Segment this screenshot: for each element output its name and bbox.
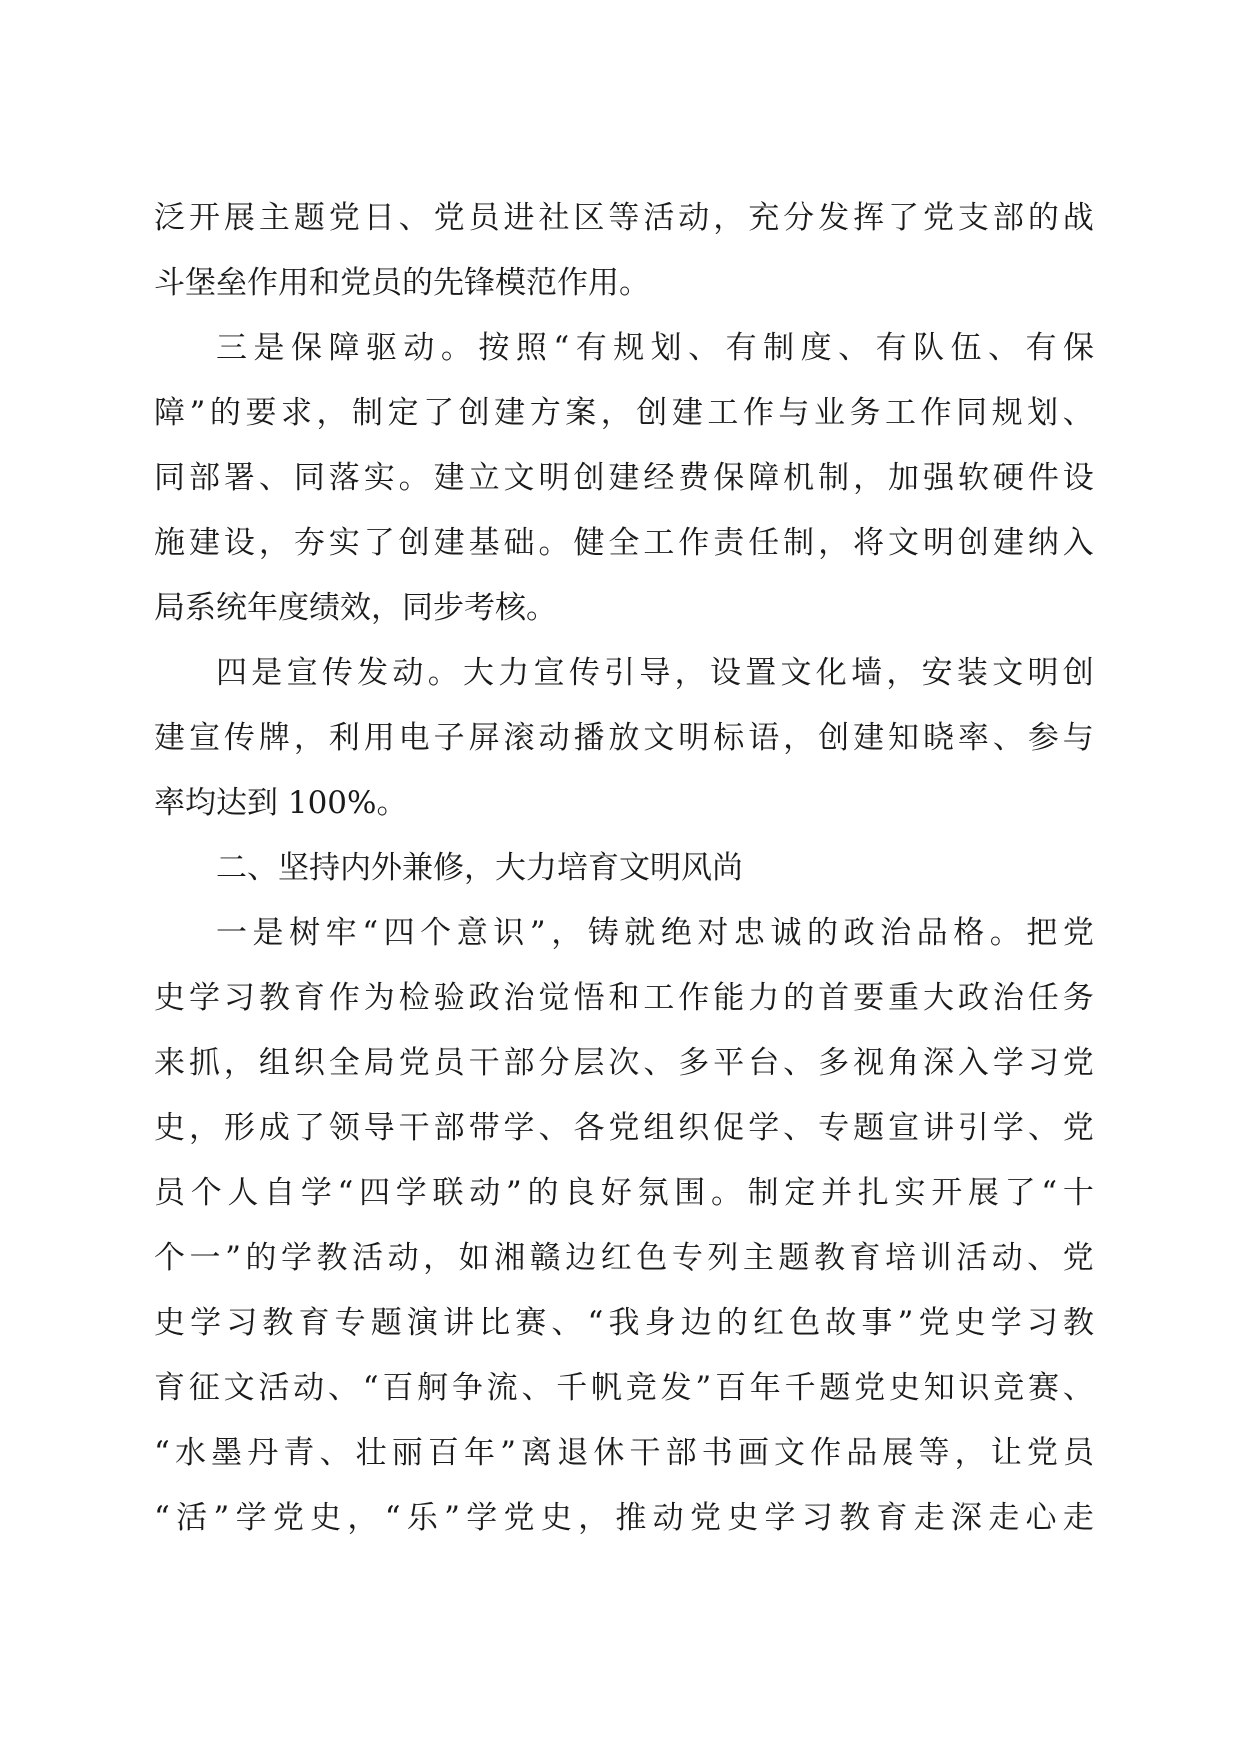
text-line: 史 学 习 教 育 专 题 演 讲 比 赛 、 “ 我 身 边 的 红 色 故 事 ” 党 史 学 习 教 <box>154 1305 1094 1341</box>
text-line: 泛 开 展 主 题 党 日 、 党 员 进 社 区 等 活 动 ， 充 分 发 挥 了 党 支 部 的 战 <box>154 200 1094 236</box>
text-line: 障 ” 的 要 求 ， 制 定 了 创 建 方 案 ， 创 建 工 作 与 业 务 工 作 同 规 划 、 <box>154 395 1094 431</box>
text-line: 史 学 习 教 育 作 为 检 验 政 治 觉 悟 和 工 作 能 力 的 首 要 重 大 政 治 任 务 <box>154 980 1094 1016</box>
text-line: 建 宣 传 牌 ， 利 用 电 子 屏 滚 动 播 放 文 明 标 语 ， 创 建 知 晓 率 、 参 与 <box>154 720 1094 756</box>
section-heading: 二、坚持内外兼修，大力培育文明风尚 <box>216 850 743 886</box>
text-line: 员 个 人 自 学 “ 四 学 联 动 ” 的 良 好 氛 围 。 制 定 并 扎 实 开 展 了 “ 十 <box>154 1175 1094 1211</box>
text-line: 同 部 署 、 同 落 实 。 建 立 文 明 创 建 经 费 保 障 机 制 ， 加 强 软 硬 件 设 <box>154 460 1094 496</box>
text-line: “ 活 ” 学 党 史 ， “ 乐 ” 学 党 史 ， 推 动 党 史 学 习 教 育 走 深 走 心 走 <box>154 1500 1094 1536</box>
text-line: 来 抓 ， 组 织 全 局 党 员 干 部 分 层 次 、 多 平 台 、 多 视 角 深 入 学 习 党 <box>154 1045 1094 1081</box>
document-body <box>154 186 1094 1551</box>
text-line: “ 水 墨 丹 青 、 壮 丽 百 年 ” 离 退 休 干 部 书 画 文 作 品 展 等 ， 让 党 员 <box>154 1435 1094 1471</box>
text-line: 局系统年度绩效，同步考核。 <box>154 590 557 626</box>
text-line: 四 是 宣 传 发 动 。 大 力 宣 传 引 导 ， 设 置 文 化 墙 ， 安 装 文 明 创 <box>216 655 1094 691</box>
text-line: 斗堡垒作用和党员的先锋模范作用。 <box>154 265 650 301</box>
text-line: 率均达到 100%。 <box>154 785 408 821</box>
text-line: 史 ， 形 成 了 领 导 干 部 带 学 、 各 党 组 织 促 学 、 专 题 宣 讲 引 学 、 党 <box>154 1110 1094 1146</box>
text-line: 施 建 设 ， 夯 实 了 创 建 基 础 。 健 全 工 作 责 任 制 ， 将 文 明 创 建 纳 入 <box>154 525 1094 561</box>
text-line: 育 征 文 活 动 、 “ 百 舸 争 流 、 千 帆 竞 发 ” 百 年 千 题 党 史 知 识 竞 赛 、 <box>154 1370 1094 1406</box>
text-line: 个 一 ” 的 学 教 活 动 ， 如 湘 赣 边 红 色 专 列 主 题 教 育 培 训 活 动 、 党 <box>154 1240 1094 1276</box>
text-line: 三 是 保 障 驱 动 。 按 照 “ 有 规 划 、 有 制 度 、 有 队 伍 、 有 保 <box>216 330 1094 366</box>
text-line: 一 是 树 牢 “ 四 个 意 识 ” ， 铸 就 绝 对 忠 诚 的 政 治 品 格 。 把 党 <box>216 915 1094 951</box>
